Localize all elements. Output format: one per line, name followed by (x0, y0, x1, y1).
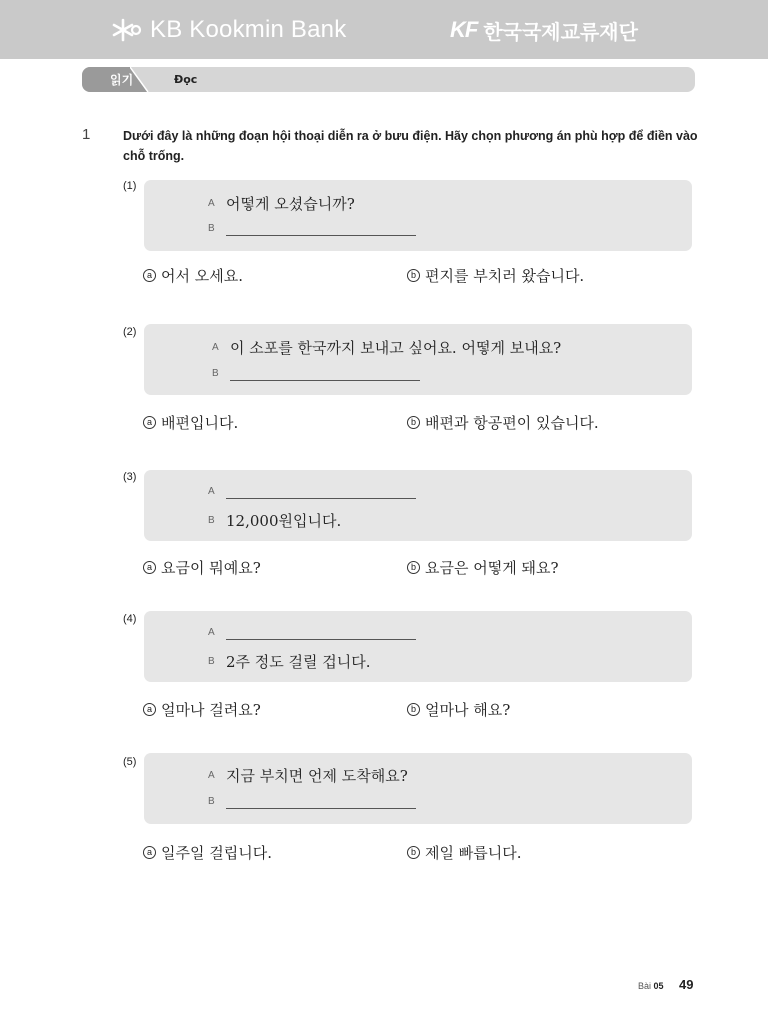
item-label: (3) (123, 471, 137, 483)
option-b-text: 요금은 어떻게 돼요? (425, 559, 559, 577)
kb-kookmin-logo (112, 14, 346, 46)
option-a[interactable] (143, 699, 261, 720)
option-b[interactable] (407, 557, 559, 578)
option-b[interactable] (407, 265, 584, 286)
option-a[interactable] (143, 265, 243, 286)
option-b-mark: b (407, 416, 420, 429)
section-tab-divider (130, 67, 154, 92)
header-band (0, 0, 768, 59)
speaker-b: B (208, 656, 215, 667)
kf-mark: KF (450, 17, 478, 42)
dialog-box (144, 611, 692, 682)
answer-blank[interactable] (226, 629, 416, 640)
kb-brand-name: KB Kookmin Bank (150, 16, 347, 43)
section-bar (82, 67, 695, 92)
speaker-a: A (208, 770, 215, 781)
answer-blank[interactable] (226, 488, 416, 499)
kf-brand-name: 한국국제교류재단 (483, 19, 638, 44)
answer-blank[interactable] (226, 798, 416, 809)
option-b-mark: b (407, 846, 420, 859)
question-number: 1 (82, 126, 91, 143)
option-b-text: 편지를 부치러 왔습니다. (425, 267, 585, 285)
option-a-mark: a (143, 416, 156, 429)
kb-star-icon (112, 17, 142, 43)
page-number: 49 (679, 977, 694, 992)
answer-blank[interactable] (226, 225, 416, 236)
option-a-mark: a (143, 846, 156, 859)
option-a[interactable] (143, 557, 261, 578)
option-b-mark: b (407, 561, 420, 574)
speaker-b: B (208, 515, 215, 526)
utterance-a: 이 소포를 한국까지 보내고 싶어요. 어떻게 보내요? (230, 339, 562, 357)
option-b-text: 제일 빠릅니다. (425, 844, 522, 862)
option-b[interactable] (407, 412, 599, 433)
speaker-b: B (208, 796, 215, 807)
section-label-korean: 읽기 (110, 73, 134, 87)
speaker-b: B (208, 223, 215, 234)
dialog-box (144, 324, 692, 395)
option-a-text: 요금이 뭐예요? (161, 559, 261, 577)
speaker-b: B (212, 368, 219, 379)
option-a-mark: a (143, 561, 156, 574)
option-a-mark: a (143, 703, 156, 716)
option-a-text: 얼마나 걸려요? (161, 701, 261, 719)
dialog-box (144, 180, 692, 251)
option-b[interactable] (407, 842, 521, 863)
answer-blank[interactable] (230, 370, 420, 381)
utterance-a: 지금 부치면 언제 도착해요? (226, 767, 408, 785)
utterance-b: 2주 정도 걸릴 겁니다. (226, 653, 371, 671)
lesson-indicator (638, 981, 664, 991)
korea-foundation-logo (450, 14, 638, 46)
item-label: (5) (123, 756, 137, 768)
item-label: (1) (123, 180, 137, 192)
option-b-text: 배편과 항공편이 있습니다. (425, 414, 599, 432)
question-instruction: Dưới đây là những đoạn hội thoại diễn ra ở bưu điện. Hãy chọn phương án phù hợp để điền vào chỗ trống. (123, 129, 698, 163)
option-a-text: 어서 오세요. (161, 267, 243, 285)
dialog-box (144, 753, 692, 824)
lesson-number: 05 (653, 981, 664, 991)
option-a[interactable] (143, 412, 238, 433)
dialog-box (144, 470, 692, 541)
option-a[interactable] (143, 842, 272, 863)
lesson-word: Bài (638, 981, 652, 991)
option-a-text: 일주일 걸립니다. (161, 844, 272, 862)
item-label: (2) (123, 326, 137, 338)
item-label: (4) (123, 613, 137, 625)
speaker-a: A (208, 486, 215, 497)
option-b[interactable] (407, 699, 510, 720)
option-b-mark: b (407, 269, 420, 282)
section-label-vietnamese: Đọc (174, 73, 198, 86)
speaker-a: A (212, 342, 219, 353)
utterance-b: 12,000원입니다. (226, 512, 342, 530)
option-a-text: 배편입니다. (161, 414, 239, 432)
speaker-a: A (208, 198, 215, 209)
speaker-a: A (208, 627, 215, 638)
option-b-text: 얼마나 해요? (425, 701, 511, 719)
utterance-a: 어떻게 오셨습니까? (226, 195, 355, 213)
option-a-mark: a (143, 269, 156, 282)
option-b-mark: b (407, 703, 420, 716)
